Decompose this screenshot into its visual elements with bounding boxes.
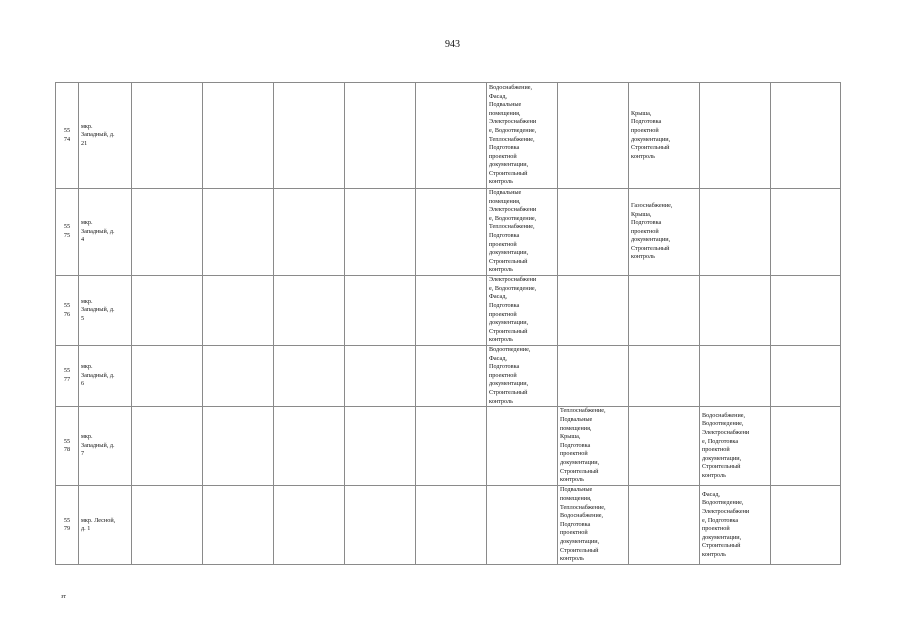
works-cell [416,189,487,276]
works-cell [345,276,416,346]
works-cell [416,346,487,407]
works-cell [132,276,203,346]
works-cell [771,407,841,486]
works-cell [700,189,771,276]
works-cell [629,346,700,407]
address-cell: мкр. Западный, д. 4 [79,189,132,276]
works-cell [629,407,700,486]
address-cell: мкр. Лесной, д. 1 [79,486,132,565]
works-cell: Водоотведение, Фасад, Подготовка проектной документации, Строительный контроль [487,346,558,407]
works-cell [345,83,416,189]
works-cell [203,407,274,486]
works-cell: Электроснабжени е, Водоотведение, Фасад, Подготовка проектной документации, Строительный контроль [487,276,558,346]
row-number: 55 75 [56,189,79,276]
works-cell [132,189,203,276]
works-cell [700,83,771,189]
footer-mark: зт [61,594,66,600]
page-number: 943 [445,39,460,50]
works-cell [132,83,203,189]
works-cell [416,407,487,486]
works-cell [345,189,416,276]
works-cell [132,346,203,407]
repair-schedule-table [55,82,841,565]
works-cell [345,346,416,407]
works-cell [771,346,841,407]
works-cell [558,346,629,407]
works-cell: Подвальные помещения, Электроснабжени е, Водоотведение, Теплоснабжение, Подготовка проектной документации, Строительный контроль [487,189,558,276]
works-cell: Крыша, Подготовка проектной документации, Строительный контроль [629,83,700,189]
works-cell [274,276,345,346]
works-cell [558,83,629,189]
works-cell [132,407,203,486]
works-cell [203,276,274,346]
address-cell: мкр. Западный, д. 6 [79,346,132,407]
table-row [56,83,841,189]
address-cell: мкр. Западный, д. 21 [79,83,132,189]
works-cell [558,189,629,276]
works-cell [274,189,345,276]
works-cell [416,276,487,346]
works-cell [203,346,274,407]
works-cell [416,486,487,565]
works-cell [487,407,558,486]
works-cell [487,486,558,565]
works-cell [345,486,416,565]
works-cell [274,486,345,565]
works-cell [629,486,700,565]
works-cell [700,276,771,346]
works-cell [558,276,629,346]
row-number: 55 77 [56,346,79,407]
table-row [56,486,841,565]
works-cell [203,486,274,565]
works-cell [700,346,771,407]
works-cell [771,486,841,565]
address-cell: мкр. Западный, д. 7 [79,407,132,486]
table-row [56,276,841,346]
works-cell [203,83,274,189]
works-cell [274,407,345,486]
row-number: 55 74 [56,83,79,189]
works-cell: Фасад, Водоотведение, Электроснабжени е, Подготовка проектной документации, Строительный контроль [700,486,771,565]
works-cell [771,276,841,346]
table-row [56,346,841,407]
works-cell: Газоснабжение, Крыша, Подготовка проектной документации, Строительный контроль [629,189,700,276]
table-row [56,189,841,276]
address-cell: мкр. Западный, д. 5 [79,276,132,346]
works-cell: Водоснабжение, Фасад, Подвальные помещения, Электроснабжени е, Водоотведение, Теплоснабжение, Подготовка проектной документации, Строительный контроль [487,83,558,189]
works-cell [345,407,416,486]
works-cell: Теплоснабжение, Подвальные помещения, Крыша, Подготовка проектной документации, Строительный контроль [558,407,629,486]
works-cell [274,83,345,189]
works-cell [771,83,841,189]
works-cell: Водоснабжение, Водоотведение, Электроснабжени е, Подготовка проектной документации, Строительный контроль [700,407,771,486]
works-cell [771,189,841,276]
table-row [56,407,841,486]
works-cell [416,83,487,189]
works-cell [274,346,345,407]
row-number: 55 76 [56,276,79,346]
row-number: 55 79 [56,486,79,565]
works-cell [203,189,274,276]
works-cell: Подвальные помещения, Теплоснабжение, Водоснабжение, Подготовка проектной документации, Строительный контроль [558,486,629,565]
row-number: 55 78 [56,407,79,486]
works-cell [132,486,203,565]
works-cell [629,276,700,346]
